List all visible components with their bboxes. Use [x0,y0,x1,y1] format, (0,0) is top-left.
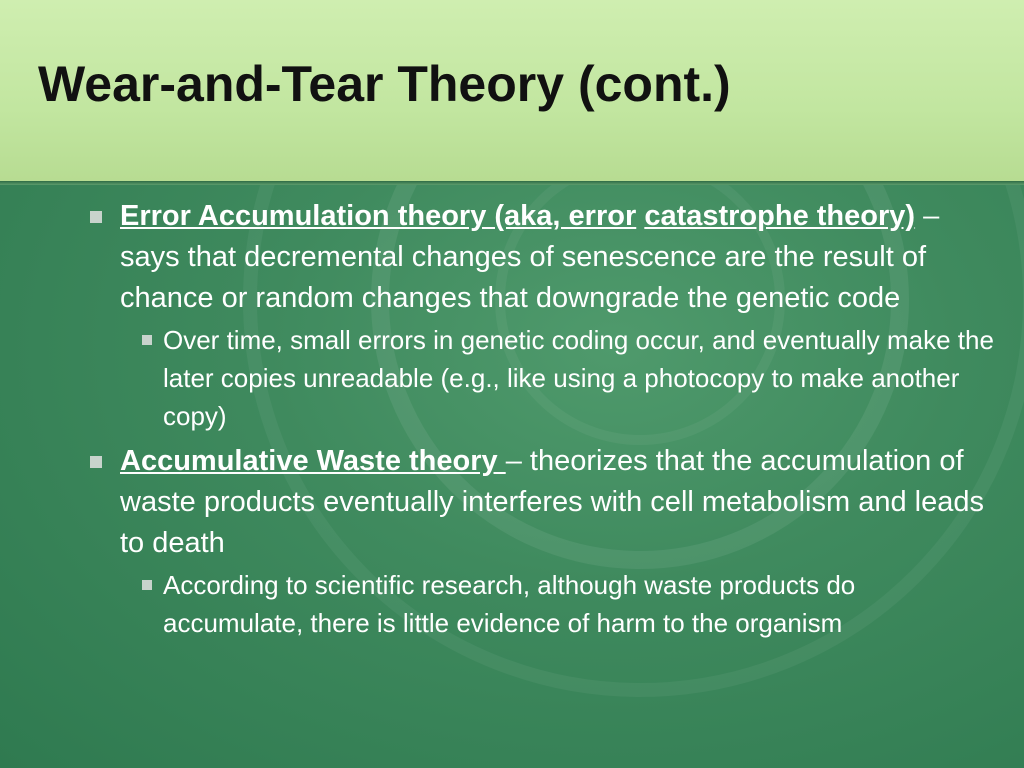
bullet-accumulative-waste [86,441,996,564]
sub-bullet-waste-evidence [86,566,996,642]
term-error-accumulation: Error Accumulation theory (aka, error [120,200,637,232]
square-bullet-icon [90,456,102,468]
sub-bullet-text: According to scientific research, although waste products do accumulate, there is little evidence of harm to the organism [163,570,856,638]
title-divider [0,181,1024,185]
bullet-text: – says that decremental changes of senescence are the result of chance or random changes that downgrade the genetic code [120,200,940,314]
sub-bullet-genetic-coding [86,321,996,435]
bullet-text: – theorizes that the accumulation of waste products eventually interferes with cell metabolism and leads to death [120,445,984,559]
term-catastrophe-theory: catastrophe theory) [644,200,916,232]
bullet-error-accumulation [86,196,996,319]
slide-title: Wear-and-Tear Theory (cont.) [38,56,731,112]
term-accumulative-waste: Accumulative Waste theory [120,445,506,477]
square-bullet-icon [142,580,152,590]
square-bullet-icon [142,335,152,345]
slide-body [86,196,996,648]
sub-bullet-text: Over time, small errors in genetic coding occur, and eventually make the later copies unreadable (e.g., like using a photocopy to make another copy) [163,325,994,431]
square-bullet-icon [90,211,102,223]
